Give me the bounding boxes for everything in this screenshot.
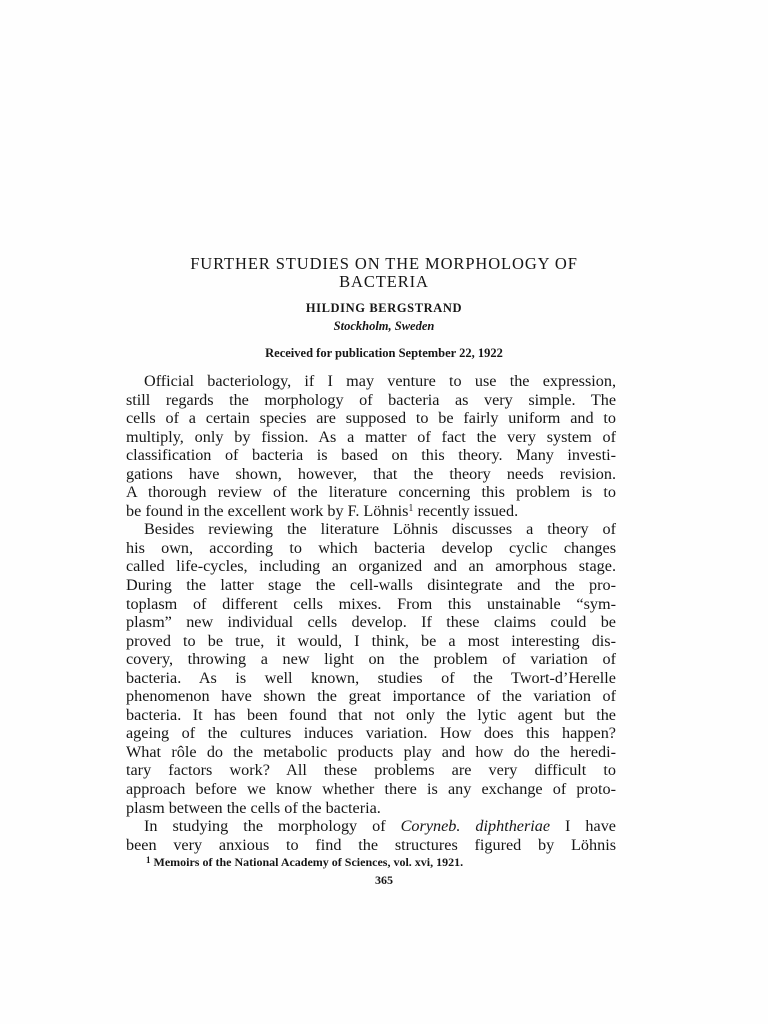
footnote-marker: 1: [146, 855, 151, 865]
body-line-text: During the latter stage the cell-walls disintegrate and the pro-: [126, 576, 616, 595]
body-line-text: gations have shown, however, that the theory needs revision.: [126, 464, 616, 483]
body-line-text: plasm between the cells of the bacteria.: [126, 798, 381, 817]
received-date: Received for publication September 22, 1922: [265, 346, 503, 360]
body-line-text: What rôle do the metabolic products play and how do the heredi-: [126, 742, 616, 761]
body-line: [126, 613, 616, 632]
body-line: [126, 595, 616, 614]
species-name: Coryneb. diphtheriae: [400, 817, 551, 836]
body-line-text: recently issued.: [413, 501, 519, 520]
footnote: [146, 853, 463, 870]
body-line-text: A thorough review of the literature concerning this problem is to: [126, 483, 616, 502]
body-line: [126, 483, 616, 502]
author-affiliation: Stockholm, Sweden: [333, 319, 435, 333]
body-line-text: still regards the morphology of bacteria as very simple. The: [126, 390, 616, 409]
body-line: [126, 669, 616, 688]
body-line: [126, 539, 616, 558]
body-line: [126, 706, 616, 725]
body-line: [126, 557, 616, 576]
body-line-text: proved to be true, it would, I think, be a most interesting dis-: [126, 631, 616, 650]
body-line: [126, 428, 616, 447]
body-line-text: be found in the excellent work by F. Löhnis: [126, 501, 409, 520]
body-line: [126, 817, 616, 836]
body-line-text: multiply, only by fission. As a matter of fact the very system of: [126, 427, 616, 446]
body-line-text: covery, throwing a new light on the problem of variation of: [126, 650, 616, 669]
body-line-text: plasm” new individual cells develop. If these claims could be: [126, 613, 616, 632]
body-line: [126, 502, 616, 521]
footnote-text: Memoirs of the National Academy of Sciences, vol. xvi, 1921.: [153, 855, 464, 869]
body-line-text: tary factors work? All these problems are very difficult to: [126, 761, 616, 780]
article-title-line-1: FURTHER STUDIES ON THE MORPHOLOGY OF: [190, 254, 578, 273]
body-line-text: phenomenon have shown the great importance of the variation of: [126, 687, 616, 706]
body-line: [126, 409, 616, 428]
body-text: [126, 372, 616, 854]
body-line-text: his own, according to which bacteria develop cyclic changes: [126, 538, 616, 557]
footnote-reference: 1: [408, 502, 414, 514]
body-line: [126, 372, 616, 391]
body-line-text: approach before we know whether there is any exchange of proto-: [126, 780, 616, 799]
body-line-text: ageing of the cultures induces variation. How does this happen?: [126, 724, 616, 743]
body-line: [126, 650, 616, 669]
body-line: [126, 391, 616, 410]
body-line: [126, 632, 616, 651]
body-line: [126, 761, 616, 780]
article-title-line-2: BACTERIA: [339, 272, 429, 291]
body-line: [126, 743, 616, 762]
body-line-text: called life-cycles, including an organized and an amorphous stage.: [126, 557, 616, 576]
body-line: [126, 780, 616, 799]
body-line: [126, 576, 616, 595]
body-line-text: In studying the morphology of: [144, 817, 401, 836]
body-line: [126, 836, 616, 855]
body-line: [126, 799, 616, 818]
body-line: [126, 520, 616, 539]
body-line-text: I have: [550, 817, 616, 836]
body-line-text: been very anxious to find the structures figured by Löhnis: [126, 835, 616, 854]
body-line-text: classification of bacteria is based on this theory. Many investi-: [126, 446, 616, 465]
body-line-text: cells of a certain species are supposed to be fairly uniform and to: [126, 409, 616, 428]
body-line-text: bacteria. It has been found that not only the lytic agent but the: [126, 705, 616, 724]
author-name: HILDING BERGSTRAND: [305, 301, 463, 315]
body-line-text: toplasm of different cells mixes. From this unstainable “sym-: [126, 594, 616, 613]
body-line: [126, 724, 616, 743]
body-line: [126, 446, 616, 465]
body-line-text: bacteria. As is well known, studies of the Twort-d’Herelle: [126, 668, 616, 687]
body-line: [126, 465, 616, 484]
page-number: 365: [375, 873, 393, 887]
body-line-text: Besides reviewing the literature Löhnis discusses a theory of: [144, 520, 616, 539]
body-line: [126, 687, 616, 706]
body-line-text: Official bacteriology, if I may venture to use the expression,: [144, 372, 616, 390]
